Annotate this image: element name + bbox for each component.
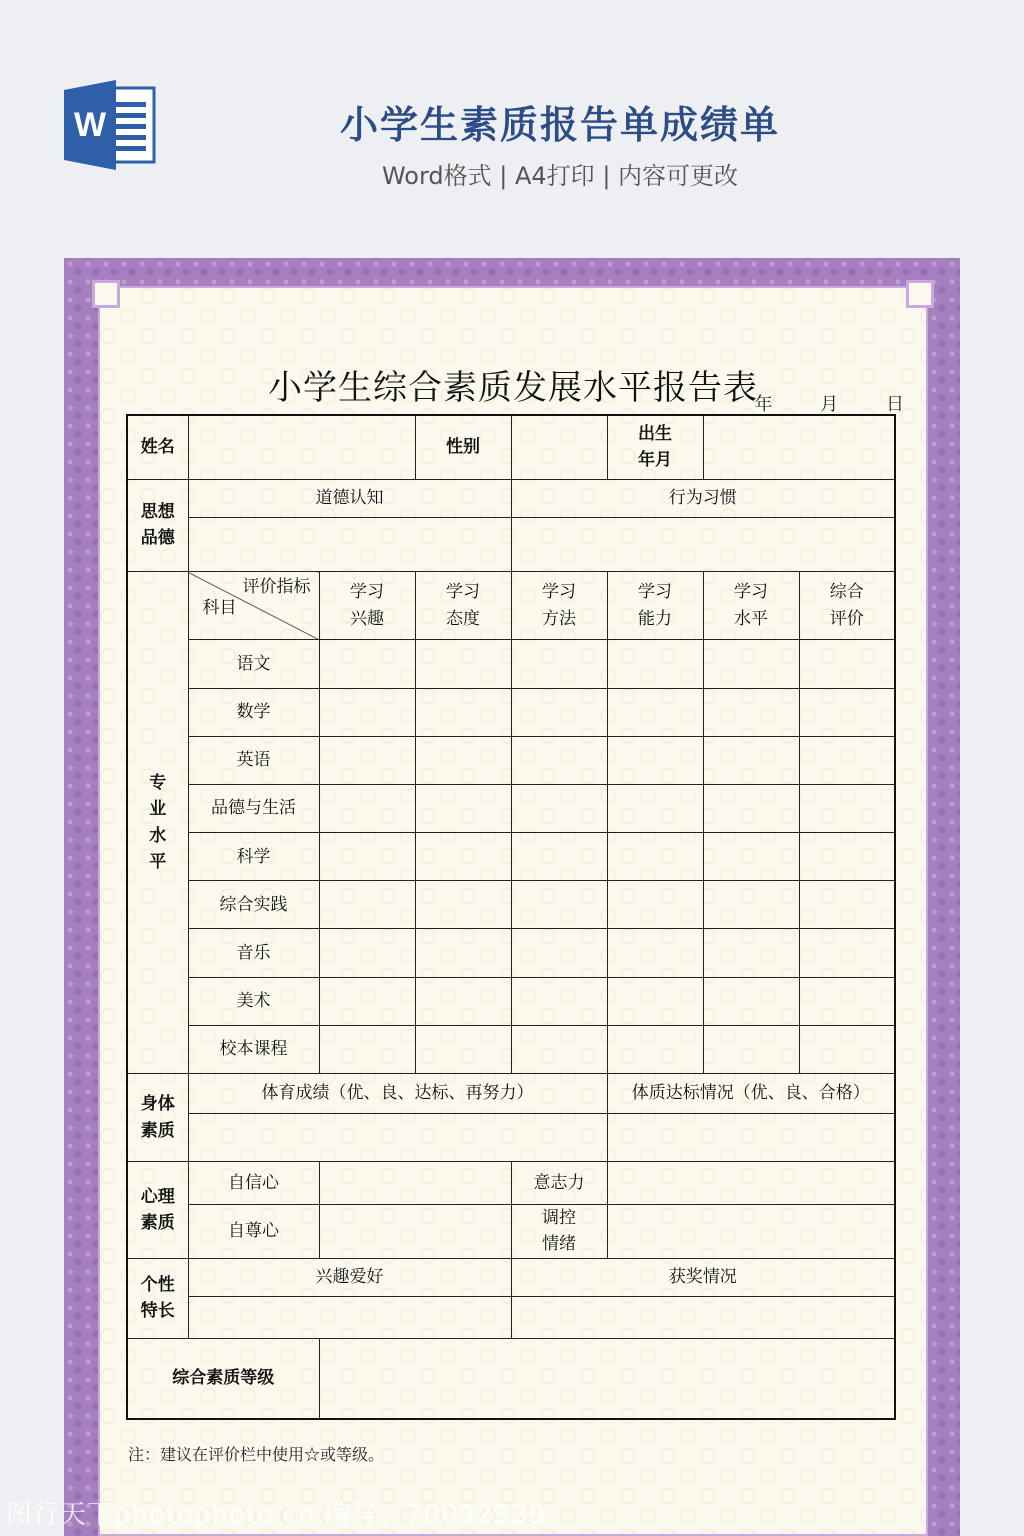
grade-cell[interactable] <box>415 977 511 1025</box>
grade-cell[interactable] <box>415 688 511 736</box>
hobby-field[interactable] <box>188 1296 511 1338</box>
grade-cell[interactable] <box>607 833 703 881</box>
grade-cell[interactable] <box>511 833 607 881</box>
table-row <box>127 784 895 832</box>
subject-label: 科学 <box>188 833 319 881</box>
grade-cell[interactable] <box>799 929 895 977</box>
page-subtitle: Word格式 | A4打印 | 内容可更改 <box>381 162 739 190</box>
gender-field[interactable] <box>511 415 607 479</box>
column-header: 学习 态度 <box>415 572 511 640</box>
grade-cell[interactable] <box>511 784 607 832</box>
physical-col1-field[interactable] <box>188 1114 607 1162</box>
word-icon-letter: W <box>73 106 107 144</box>
diag-bottom-label: 科目 <box>202 597 237 618</box>
grade-cell[interactable] <box>703 929 799 977</box>
moral-col2-header: 行为习惯 <box>511 479 895 517</box>
table-row <box>127 833 895 881</box>
date-line <box>713 390 904 416</box>
grade-cell[interactable] <box>703 784 799 832</box>
confidence-field[interactable] <box>319 1162 511 1204</box>
grade-cell[interactable] <box>319 784 415 832</box>
hobby-header: 兴趣爱好 <box>188 1258 511 1296</box>
subject-label: 音乐 <box>188 929 319 977</box>
grade-cell[interactable] <box>799 640 895 688</box>
grade-cell[interactable] <box>607 736 703 784</box>
grade-cell[interactable] <box>511 881 607 929</box>
subject-label: 品德与生活 <box>188 784 319 832</box>
overall-field[interactable] <box>319 1339 895 1419</box>
table-row <box>127 736 895 784</box>
grade-cell[interactable] <box>319 688 415 736</box>
grade-cell[interactable] <box>703 881 799 929</box>
physical-col1-header: 体育成绩（优、良、达标、再努力） <box>188 1074 607 1114</box>
grade-cell[interactable] <box>319 833 415 881</box>
subject-label: 语文 <box>188 640 319 688</box>
document-title: 小学生综合素质发展水平报告表 <box>268 368 758 408</box>
grade-cell[interactable] <box>799 736 895 784</box>
grade-cell[interactable] <box>607 881 703 929</box>
date-day: 日 <box>886 394 904 415</box>
grade-cell[interactable] <box>703 833 799 881</box>
page-heading: 小学生素质报告单成绩单 <box>339 103 780 147</box>
grade-cell[interactable] <box>799 1025 895 1073</box>
emotion-control-label: 调控 情绪 <box>511 1204 607 1258</box>
column-header: 学习 水平 <box>703 572 799 640</box>
grade-cell[interactable] <box>511 640 607 688</box>
grade-cell[interactable] <box>415 881 511 929</box>
grade-cell[interactable] <box>799 833 895 881</box>
physical-col2-header: 体质达标情况（优、良、合格） <box>607 1074 895 1114</box>
grade-cell[interactable] <box>511 736 607 784</box>
physical-label: 身体 素质 <box>127 1074 188 1162</box>
table-row <box>127 881 895 929</box>
grade-cell[interactable] <box>415 784 511 832</box>
grade-cell[interactable] <box>607 977 703 1025</box>
birth-label: 出生 年月 <box>607 415 703 479</box>
report-table <box>126 414 896 1420</box>
grade-cell[interactable] <box>511 977 607 1025</box>
column-header: 学习 能力 <box>607 572 703 640</box>
physical-col2-field[interactable] <box>607 1114 895 1162</box>
grade-cell[interactable] <box>799 881 895 929</box>
moral-label: 思想 品德 <box>127 479 188 571</box>
grade-cell[interactable] <box>607 784 703 832</box>
willpower-field[interactable] <box>607 1162 895 1204</box>
grade-cell[interactable] <box>607 688 703 736</box>
talent-label: 个性 特长 <box>127 1258 188 1338</box>
grade-cell[interactable] <box>319 1025 415 1073</box>
awards-header: 获奖情况 <box>511 1258 895 1296</box>
grade-cell[interactable] <box>415 736 511 784</box>
moral-col1-field[interactable] <box>188 517 511 571</box>
gender-label: 性别 <box>415 415 511 479</box>
grade-cell[interactable] <box>799 688 895 736</box>
table-row <box>127 1025 895 1073</box>
grade-cell[interactable] <box>703 1025 799 1073</box>
column-header: 学习 兴趣 <box>319 572 415 640</box>
subject-label: 英语 <box>188 736 319 784</box>
grade-cell[interactable] <box>607 1025 703 1073</box>
corner-ornament <box>92 280 120 308</box>
birth-field[interactable] <box>703 415 895 479</box>
subject-label: 综合实践 <box>188 881 319 929</box>
grade-cell[interactable] <box>415 640 511 688</box>
table-row <box>127 688 895 736</box>
diagonal-header-cell <box>188 572 319 640</box>
corner-ornament <box>906 280 934 308</box>
grade-cell[interactable] <box>607 929 703 977</box>
self-esteem-field[interactable] <box>319 1204 511 1258</box>
grade-cell[interactable] <box>511 929 607 977</box>
grade-cell[interactable] <box>511 1025 607 1073</box>
table-row <box>127 640 895 688</box>
overall-label: 综合素质等级 <box>127 1339 319 1419</box>
grade-cell[interactable] <box>703 688 799 736</box>
watermark: 图行天下photophoto.cn 编号：70092939 <box>6 1500 547 1530</box>
moral-col1-header: 道德认知 <box>188 479 511 517</box>
grade-cell[interactable] <box>319 640 415 688</box>
moral-col2-field[interactable] <box>511 517 895 571</box>
table-row <box>127 977 895 1025</box>
grade-cell[interactable] <box>799 977 895 1025</box>
name-label: 姓名 <box>127 415 188 479</box>
emotion-control-field[interactable] <box>607 1204 895 1258</box>
grade-cell[interactable] <box>703 640 799 688</box>
column-header: 综合 评价 <box>799 572 895 640</box>
grade-cell[interactable] <box>319 977 415 1025</box>
grade-cell[interactable] <box>607 640 703 688</box>
footnote: 注：建议在评价栏中使用☆或等级。 <box>128 1445 385 1464</box>
grade-cell[interactable] <box>319 736 415 784</box>
grade-cell[interactable] <box>415 833 511 881</box>
grade-cell[interactable] <box>511 688 607 736</box>
willpower-label: 意志力 <box>511 1162 607 1204</box>
grade-cell[interactable] <box>703 736 799 784</box>
grade-cell[interactable] <box>703 977 799 1025</box>
date-year: 年 <box>754 394 773 415</box>
name-field[interactable] <box>188 415 415 479</box>
date-month: 月 <box>820 394 839 415</box>
grade-cell[interactable] <box>319 881 415 929</box>
academic-label: 专 业 水 平 <box>127 572 188 1074</box>
table-row <box>127 929 895 977</box>
diag-top-label: 评价指标 <box>242 577 311 598</box>
confidence-label: 自信心 <box>188 1162 319 1204</box>
grade-cell[interactable] <box>415 929 511 977</box>
self-esteem-label: 自尊心 <box>188 1204 319 1258</box>
subject-label: 校本课程 <box>188 1025 319 1073</box>
column-header: 学习 方法 <box>511 572 607 640</box>
mental-label: 心理 素质 <box>127 1162 188 1258</box>
grade-cell[interactable] <box>319 929 415 977</box>
subject-label: 数学 <box>188 688 319 736</box>
word-icon <box>64 80 156 170</box>
grade-cell[interactable] <box>799 784 895 832</box>
awards-field[interactable] <box>511 1296 895 1338</box>
grade-cell[interactable] <box>415 1025 511 1073</box>
subject-label: 美术 <box>188 977 319 1025</box>
